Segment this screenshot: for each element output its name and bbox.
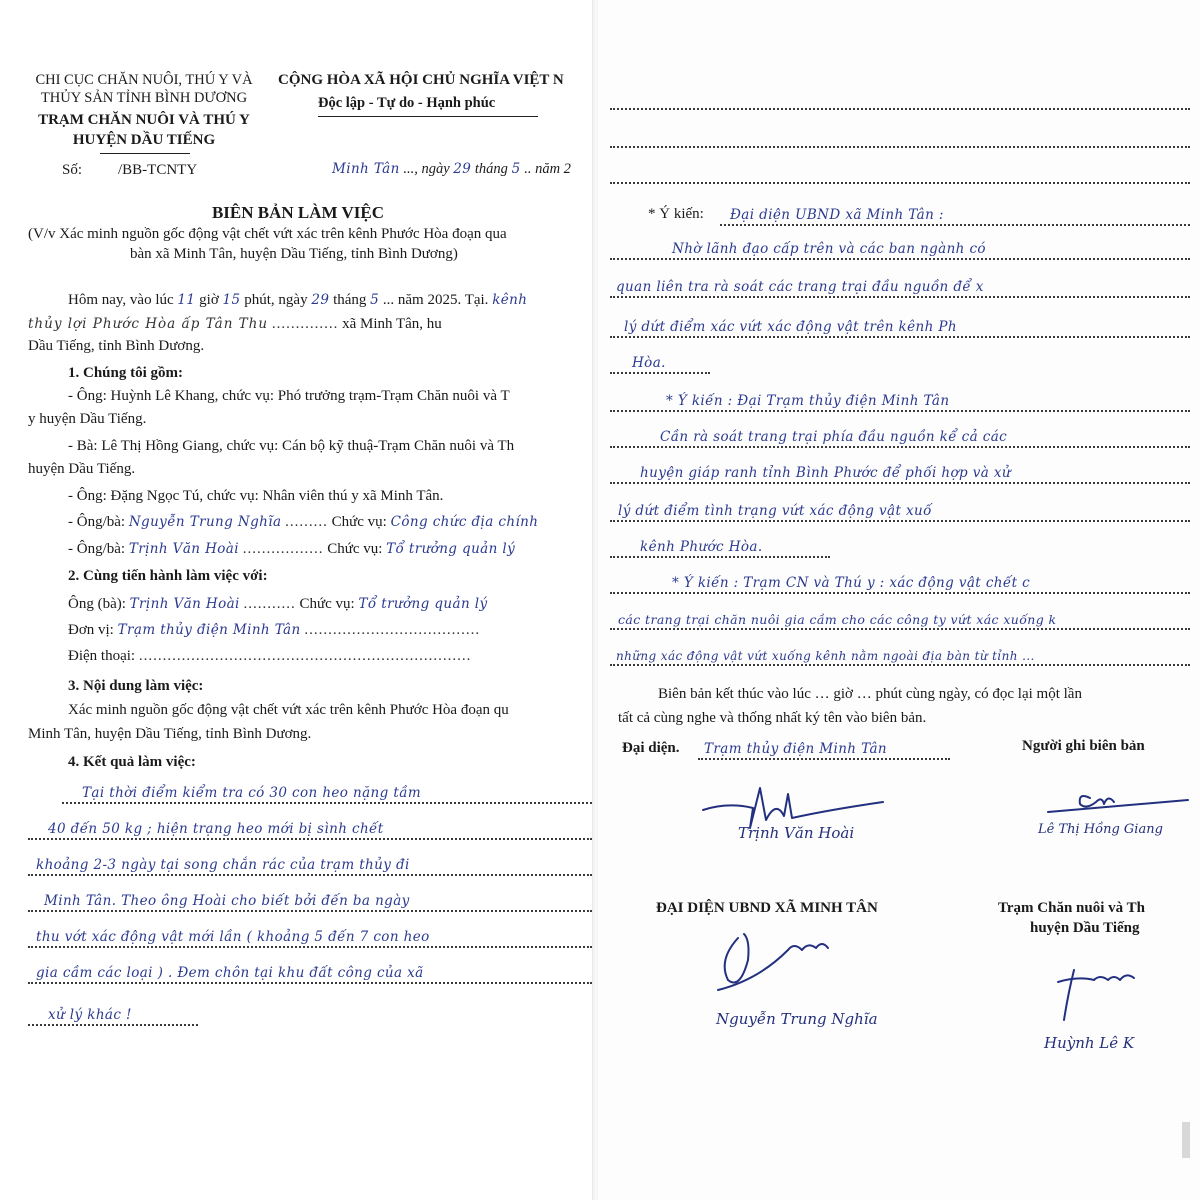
- result-line: thu vớt xác động vật mới lần ( khoảng 5 đến 7 con heo: [28, 946, 592, 948]
- doc-number-label: Số:: [62, 162, 83, 178]
- closing-line1: Biên bản kết thúc vào lúc … giờ … phút cùng ngày, có đọc lại một lần: [658, 686, 1082, 702]
- agency-name-line2: THỦY SẢN TỈNH BÌNH DƯƠNG: [40, 90, 248, 106]
- opinion-line: * Ý kiến : Trạm CN và Thú y : xác động vật chết c: [610, 592, 1190, 594]
- opinion-line: huyện giáp ranh tỉnh Bình Phước để phối hợp và xử: [610, 482, 1190, 484]
- opinion-line: những xác động vật vứt xuống kênh nằm ngoài địa bàn từ tỉnh ...: [610, 664, 1190, 666]
- representative-line: Trạm thủy điện Minh Tân: [698, 758, 950, 760]
- participant3: - Ông: Đặng Ngọc Tú, chức vụ: Nhân viên thú y xã Minh Tân.: [68, 488, 444, 504]
- recorder-label: Người ghi biên bản: [1022, 738, 1145, 754]
- opinion-line: kênh Phước Hòa.: [610, 556, 830, 558]
- closing-line2: tất cả cùng nghe và thống nhất ký tên vào biên bản.: [618, 710, 927, 726]
- republic-heading: CỘNG HÒA XÃ HỘI CHỦ NGHĨA VIỆT N: [278, 72, 564, 88]
- station-title-line2: huyện Dầu Tiếng: [1030, 920, 1140, 936]
- scan-edge-mark: [1182, 1122, 1190, 1158]
- signature2-name: Lê Thị Hồng Giang: [1038, 822, 1163, 837]
- opinion1-label: * Ý kiến:: [648, 206, 704, 222]
- date-line: Minh Tân ..., ngày 29 tháng 5 .. năm 2: [332, 161, 571, 177]
- section4-title: 4. Kết quả làm việc:: [68, 754, 196, 770]
- date-month: 5: [511, 161, 521, 177]
- content-line2: Minh Tân, huyện Dầu Tiếng, tỉnh Bình Dương.: [28, 726, 312, 742]
- section2-title: 2. Cùng tiến hành làm việc với:: [68, 568, 268, 584]
- participant1-line2: y huyện Dầu Tiếng.: [28, 411, 147, 427]
- section1-title: 1. Chúng tôi gồm:: [68, 365, 184, 381]
- opinion-line: Nhờ lãnh đạo cấp trên và các ban ngành có: [610, 258, 1190, 260]
- opinion-line: quan liên tra rà soát các trang trại đầu nguồn để x: [610, 296, 1190, 298]
- intro-line2: thủy lợi Phước Hòa ấp Tân Thu .............. xã Minh Tân, hu: [28, 316, 442, 332]
- opinion-line: lý dứt điểm xác vứt xác động vật trên kênh Ph: [610, 336, 1190, 338]
- document-subtitle-line2: bàn xã Minh Tân, huyện Dầu Tiếng, tỉnh Bình Dương): [130, 246, 458, 262]
- ubnd-title: ĐẠI DIỆN UBND XÃ MINH TÂN: [656, 900, 878, 916]
- participant5: - Ông/bà: Trịnh Văn Hoài ................. Chức vụ: Tổ trưởng quản lý: [68, 541, 516, 557]
- result-line: gia cầm các loại ) . Đem chôn tại khu đất công của xã: [28, 982, 592, 984]
- worked-with-unit: Đơn vị: Trạm thủy điện Minh Tân .....................................: [68, 622, 481, 638]
- agency-name-line1: CHI CỤC CHĂN NUÔI, THÚ Y VÀ: [35, 72, 253, 88]
- worked-with-name: Ông (bà): Trịnh Văn Hoài ........... Chức vụ: Tổ trưởng quản lý: [68, 596, 488, 612]
- section3-title: 3. Nội dung làm việc:: [68, 678, 204, 694]
- participant1-line1: - Ông: Huỳnh Lê Khang, chức vụ: Phó trưởng trạm-Trạm Chăn nuôi và T: [68, 388, 510, 404]
- signature-le-thi-hong-giang: [1038, 770, 1198, 830]
- opinion-line: Cần rà soát trang trại phía đầu nguồn kể cả các: [610, 446, 1190, 448]
- station-title-line1: Trạm Chăn nuôi và Th: [998, 900, 1145, 916]
- participant2-line1: - Bà: Lê Thị Hồng Giang, chức vụ: Cán bộ kỹ thuậ-Trạm Chăn nuôi và Th: [68, 438, 515, 454]
- motto-underline: [318, 116, 538, 117]
- document-title: BIÊN BẢN LÀM VIỆC: [211, 203, 385, 222]
- opinion-line: lý dứt điểm tình trạng vứt xác động vật xuố: [610, 520, 1190, 522]
- opinion-line: các trang trại chăn nuôi gia cầm cho các công ty vứt xác xuống k: [610, 628, 1190, 630]
- worked-with-phone: Điện thoại: ......................................................................: [68, 648, 472, 664]
- signature-nguyen-trung-nghia: [698, 920, 898, 1010]
- opinion-line: Hòa.: [610, 372, 710, 374]
- intro-line1: Hôm nay, vào lúc 11 giờ 15 phút, ngày 29 tháng 5 ... năm 2025. Tại. kênh: [68, 292, 528, 308]
- date-place: Minh Tân: [332, 161, 400, 177]
- blank-dotted-line: [610, 182, 1190, 184]
- blank-dotted-line: [610, 108, 1190, 110]
- signature3-name: Nguyễn Trung Nghĩa: [716, 1010, 878, 1028]
- doc-number-code: /BB-TCNTY: [118, 162, 198, 178]
- blank-dotted-line: [610, 146, 1190, 148]
- result-line: 40 đến 50 kg ; hiện trạng heo mới bị sình chết: [28, 838, 592, 840]
- participant4: - Ông/bà: Nguyễn Trung Nghĩa ......... Chức vụ: Công chức địa chính: [68, 514, 539, 530]
- opinion-line: * Ý kiến : Đại Trạm thủy điện Minh Tân: [610, 410, 1190, 412]
- opinion-line: Đại diện UBND xã Minh Tân :: [720, 224, 1190, 226]
- result-line: Tại thời điểm kiểm tra có 30 con heo nặng tầm: [62, 802, 592, 804]
- intro-line3: Dầu Tiếng, tỉnh Bình Dương.: [28, 338, 205, 354]
- station-name-line1: TRẠM CHĂN NUÔI VÀ THÚ Y: [38, 112, 250, 128]
- national-motto: Độc lập - Tự do - Hạnh phúc: [318, 95, 496, 111]
- result-line: Minh Tân. Theo ông Hoài cho biết bởi đến ba ngày: [28, 910, 592, 912]
- participant2-line2: huyện Dầu Tiếng.: [28, 461, 136, 477]
- result-line: khoảng 2-3 ngày tại song chắn rác của trạm thủy đi: [28, 874, 592, 876]
- representative-label: Đại diện.: [622, 740, 680, 756]
- date-day: 29: [453, 161, 472, 177]
- document-subtitle-line1: (V/v Xác minh nguồn gốc động vật chết vứt xác trên kênh Phước Hòa đoạn qua: [28, 226, 507, 242]
- station-name-line2: HUYỆN DẦU TIẾNG: [72, 132, 216, 148]
- station-underline: [100, 153, 190, 154]
- result-line: xử lý khác !: [28, 1024, 198, 1026]
- signature1-name: Trịnh Văn Hoài: [738, 824, 855, 842]
- signature-huynh-le-khang: [1038, 950, 1188, 1030]
- signature4-name: Huỳnh Lê K: [1044, 1034, 1135, 1052]
- left-page: [0, 0, 596, 1200]
- right-page: [598, 0, 1200, 1200]
- content-line1: Xác minh nguồn gốc động vật chết vứt xác trên kênh Phước Hòa đoạn qu: [68, 702, 509, 718]
